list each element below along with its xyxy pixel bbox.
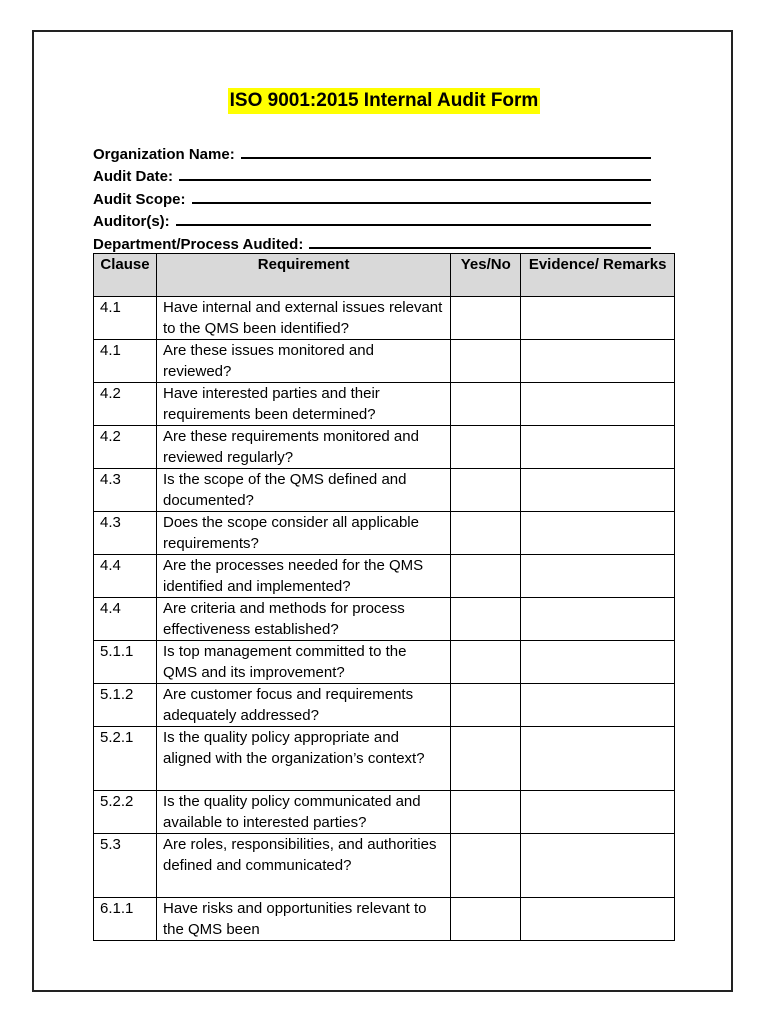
requirement-cell: Are these issues monitored and reviewed? xyxy=(156,340,450,383)
table-row xyxy=(94,383,675,426)
yes-no-cell[interactable] xyxy=(451,297,521,340)
clause-cell: 5.1.1 xyxy=(94,641,157,684)
requirement-cell: Have interested parties and their requirements been determined? xyxy=(156,383,450,426)
clause-cell: 4.4 xyxy=(94,598,157,641)
yes-no-cell[interactable] xyxy=(451,555,521,598)
evidence-cell[interactable] xyxy=(521,426,675,469)
field-department-process[interactable] xyxy=(93,230,651,253)
auditors-line[interactable] xyxy=(176,224,651,226)
form-fields xyxy=(93,140,651,253)
evidence-cell[interactable] xyxy=(521,684,675,727)
table-row xyxy=(94,469,675,512)
field-audit-date[interactable] xyxy=(93,163,651,186)
field-label: Organization Name: xyxy=(93,145,235,163)
table-row xyxy=(94,426,675,469)
evidence-cell[interactable] xyxy=(521,383,675,426)
table-row xyxy=(94,791,675,834)
requirement-cell: Have internal and external issues relevant to the QMS been identified? xyxy=(156,297,450,340)
requirement-cell: Are these requirements monitored and reviewed regularly? xyxy=(156,426,450,469)
audit-scope-line[interactable] xyxy=(192,202,652,204)
requirement-cell: Are customer focus and requirements adequately addressed? xyxy=(156,684,450,727)
clause-cell: 5.3 xyxy=(94,834,157,898)
requirement-cell: Is top management committed to the QMS and its improvement? xyxy=(156,641,450,684)
evidence-cell[interactable] xyxy=(521,340,675,383)
field-audit-scope[interactable] xyxy=(93,185,651,208)
table-row xyxy=(94,555,675,598)
table-row xyxy=(94,641,675,684)
requirement-cell: Is the quality policy communicated and available to interested parties? xyxy=(156,791,450,834)
evidence-cell[interactable] xyxy=(521,898,675,941)
yes-no-cell[interactable] xyxy=(451,898,521,941)
requirement-cell: Is the quality policy appropriate and aligned with the organization’s context? xyxy=(156,727,450,791)
table-row xyxy=(94,898,675,941)
yes-no-cell[interactable] xyxy=(451,641,521,684)
evidence-cell[interactable] xyxy=(521,555,675,598)
evidence-cell[interactable] xyxy=(521,791,675,834)
clause-cell: 4.2 xyxy=(94,383,157,426)
yes-no-cell[interactable] xyxy=(451,340,521,383)
field-label: Audit Date: xyxy=(93,168,173,185)
evidence-cell[interactable] xyxy=(521,469,675,512)
clause-cell: 4.3 xyxy=(94,512,157,555)
title-wrap xyxy=(0,88,768,114)
requirement-cell: Are roles, responsibilities, and authorities defined and communicated? xyxy=(156,834,450,898)
header-clause: Clause xyxy=(94,254,157,297)
clause-cell: 4.1 xyxy=(94,340,157,383)
yes-no-cell[interactable] xyxy=(451,727,521,791)
field-auditors[interactable] xyxy=(93,208,651,231)
form-title: ISO 9001:2015 Internal Audit Form xyxy=(228,88,541,114)
yes-no-cell[interactable] xyxy=(451,834,521,898)
department-process-line[interactable] xyxy=(309,247,651,249)
yes-no-cell[interactable] xyxy=(451,684,521,727)
evidence-cell[interactable] xyxy=(521,834,675,898)
field-organization-name[interactable] xyxy=(93,140,651,163)
audit-table xyxy=(93,253,675,941)
table-row xyxy=(94,598,675,641)
evidence-cell[interactable] xyxy=(521,727,675,791)
table-row xyxy=(94,834,675,898)
field-label: Audit Scope: xyxy=(93,190,186,208)
requirement-cell: Does the scope consider all applicable requirements? xyxy=(156,512,450,555)
clause-cell: 4.1 xyxy=(94,297,157,340)
table-row xyxy=(94,727,675,791)
evidence-cell[interactable] xyxy=(521,512,675,555)
clause-cell: 6.1.1 xyxy=(94,898,157,941)
yes-no-cell[interactable] xyxy=(451,791,521,834)
header-yes-no: Yes/No xyxy=(451,254,521,297)
table-row xyxy=(94,340,675,383)
table-row xyxy=(94,512,675,555)
evidence-cell[interactable] xyxy=(521,641,675,684)
evidence-cell[interactable] xyxy=(521,598,675,641)
requirement-cell: Is the scope of the QMS defined and documented? xyxy=(156,469,450,512)
requirement-cell: Have risks and opportunities relevant to the QMS been xyxy=(156,898,450,941)
field-label: Auditor(s): xyxy=(93,213,170,230)
yes-no-cell[interactable] xyxy=(451,383,521,426)
table-row xyxy=(94,297,675,340)
header-evidence: Evidence/ Remarks xyxy=(521,254,675,297)
organization-name-line[interactable] xyxy=(241,157,651,159)
yes-no-cell[interactable] xyxy=(451,469,521,512)
yes-no-cell[interactable] xyxy=(451,426,521,469)
header-requirement: Requirement xyxy=(156,254,450,297)
evidence-cell[interactable] xyxy=(521,297,675,340)
clause-cell: 4.3 xyxy=(94,469,157,512)
clause-cell: 5.2.1 xyxy=(94,727,157,791)
clause-cell: 4.2 xyxy=(94,426,157,469)
audit-date-line[interactable] xyxy=(179,179,651,181)
requirement-cell: Are criteria and methods for process effectiveness established? xyxy=(156,598,450,641)
clause-cell: 5.1.2 xyxy=(94,684,157,727)
requirement-cell: Are the processes needed for the QMS identified and implemented? xyxy=(156,555,450,598)
clause-cell: 4.4 xyxy=(94,555,157,598)
yes-no-cell[interactable] xyxy=(451,598,521,641)
table-row xyxy=(94,684,675,727)
table-header-row xyxy=(94,254,675,297)
clause-cell: 5.2.2 xyxy=(94,791,157,834)
field-label: Department/Process Audited: xyxy=(93,235,304,253)
yes-no-cell[interactable] xyxy=(451,512,521,555)
